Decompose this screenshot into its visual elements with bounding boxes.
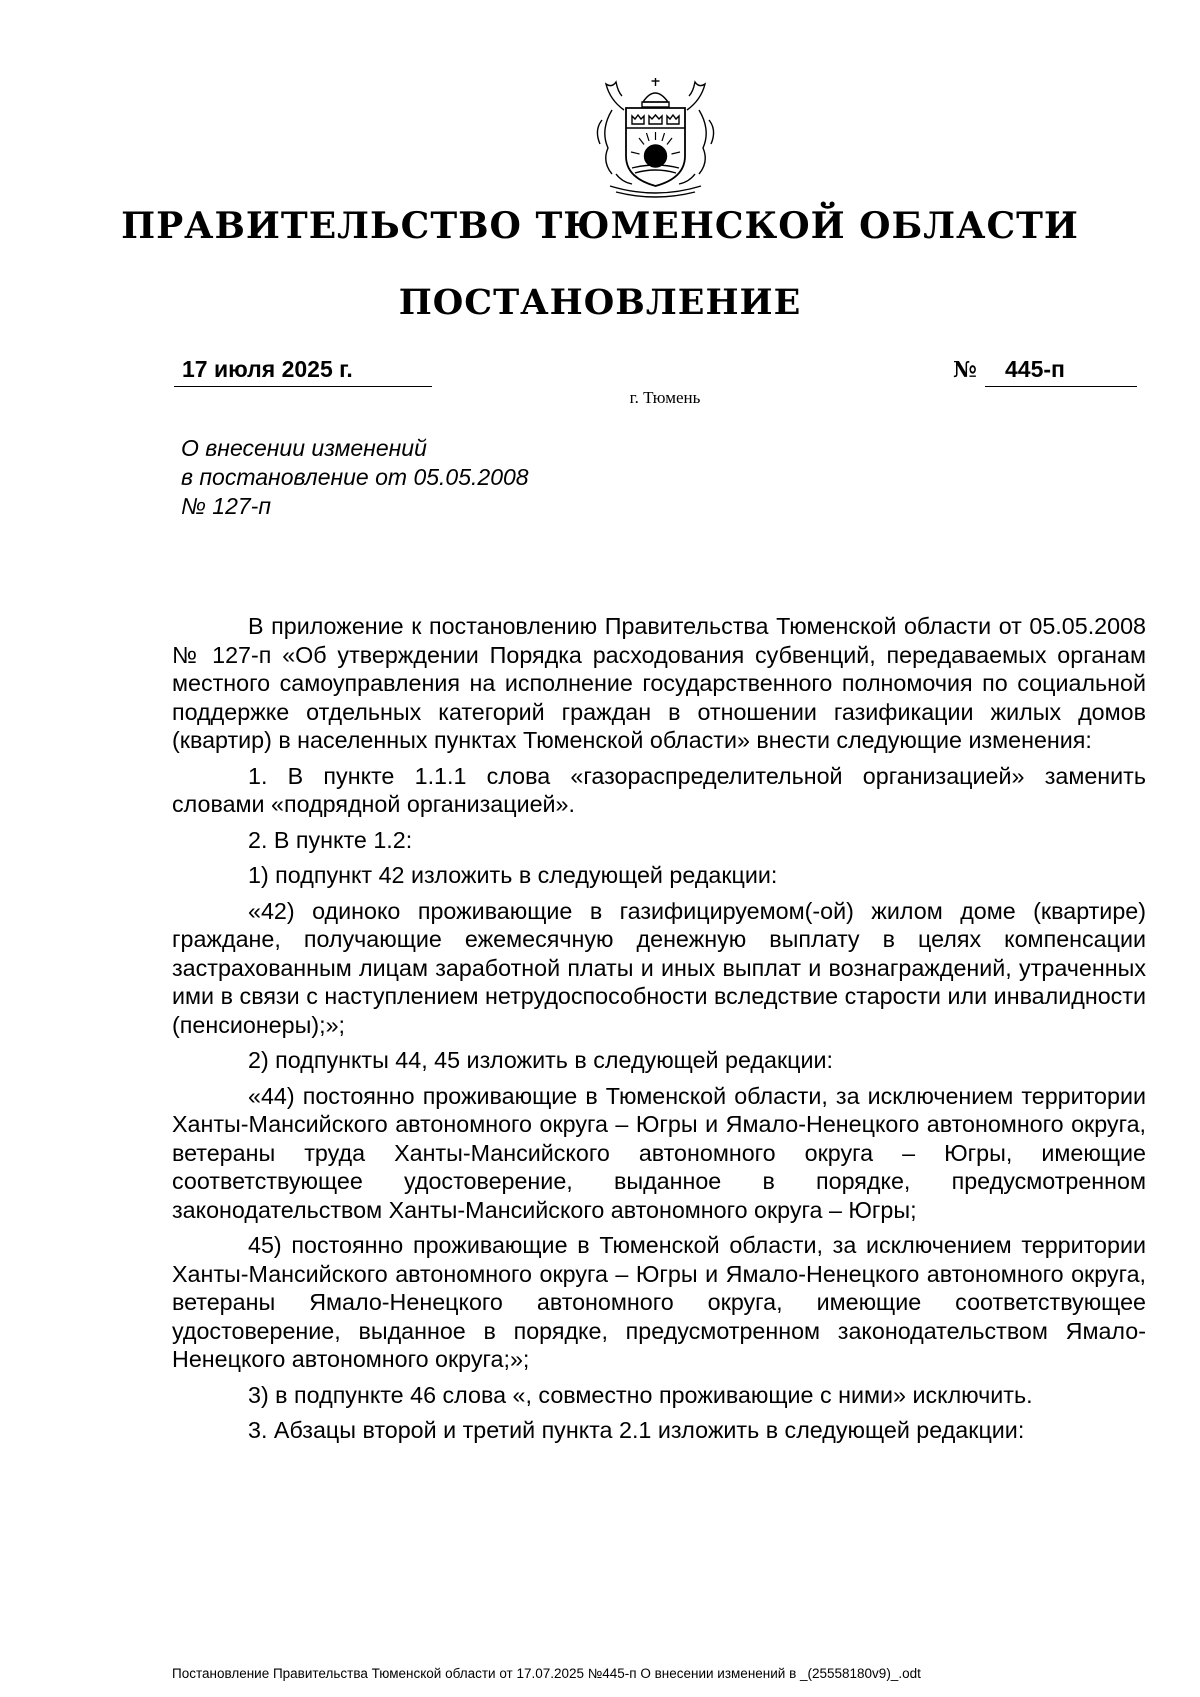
document-city: г. Тюмень [629, 388, 701, 407]
document-type-heading: ПОСТАНОВЛЕНИЕ [398, 282, 802, 323]
document-number: 445-п [1005, 356, 1065, 382]
body-paragraph: «42) одиноко проживающие в газифицируемом(-ой) жилом доме (квартире) граждане, получающие ежемесячную денежную выплату в целях компенсации застрахованным лицам заработной платы и иных выплат и вознаграждений, утраченных ими в связи с наступлением нетрудоспособности вследствие старости или инвалидности (пенсионеры);»; [172, 897, 1146, 1038]
body-paragraph: 2. В пункте 1.2: [248, 826, 413, 853]
body-paragraph: 1. В пункте 1.1.1 слова «газораспределительной организацией» заменить словами «подрядной организацией». [172, 762, 1146, 817]
document-subject [181, 434, 529, 521]
subject-line: в постановление от 05.05.2008 [181, 464, 529, 490]
body-paragraph: 3) в подпункте 46 слова «, совместно проживающие с ними» исключить. [248, 1381, 1033, 1408]
body-paragraph: В приложение к постановлению Правительства Тюменской области от 05.05.2008 № 127-п «Об утверждении Порядка расходования субвенций, передаваемых органам местного самоуправления на исполнение государственного полномочия по социальной поддержке отдельных категорий граждан в отношении газификации жилых домов (квартир) в населенных пунктах Тюменской области» внести следующие изменения: [172, 613, 1146, 753]
document-date: 17 июля 2025 г. [182, 356, 353, 382]
body-paragraph: «44) постоянно проживающие в Тюменской области, за исключением территории Ханты-Мансийского автономного округа – Югры и Ямало-Ненецкого автономного округа, ветераны труда Ханты-Мансийского автономного округа – Югры, имеющие соответствующее удостоверение, выданное в порядке, предусмотренном законодательством Ханты-Мансийского автономного округа – Югры; [172, 1082, 1146, 1223]
body-paragraph: 3. Абзацы второй и третий пункта 2.1 изложить в следующей редакции: [248, 1417, 1025, 1443]
subject-line: № 127-п [181, 493, 271, 519]
body-paragraph: 2) подпункты 44, 45 изложить в следующей редакции: [248, 1047, 834, 1073]
subject-line: О внесении изменений [181, 435, 427, 461]
body-paragraph: 1) подпункт 42 изложить в следующей редакции: [248, 862, 778, 888]
coat-of-arms-icon [588, 70, 723, 200]
document-body [172, 612, 1146, 1452]
body-paragraph: 45) постоянно проживающие в Тюменской области, за исключением территории Ханты-Мансийского автономного округа – Югры и Ямало-Ненецкого автономного округа, ветераны Ямало-Ненецкого автономного округа, имеющие соответствующее удостоверение, выданное в порядке, предусмотренном законодательством Ямало-Ненецкого автономного округа;»; [172, 1232, 1146, 1372]
document-footer: Постановление Правительства Тюменской области от 17.07.2025 №445-п О внесении изменений в _(25558180v9)_.odt [172, 1666, 921, 1681]
number-sign: № [953, 357, 977, 383]
document-number-field [985, 356, 1137, 387]
organization-title: ПРАВИТЕЛЬСТВО ТЮМЕНСКОЙ ОБЛАСТИ [121, 205, 1079, 247]
document-date-field [174, 356, 432, 387]
